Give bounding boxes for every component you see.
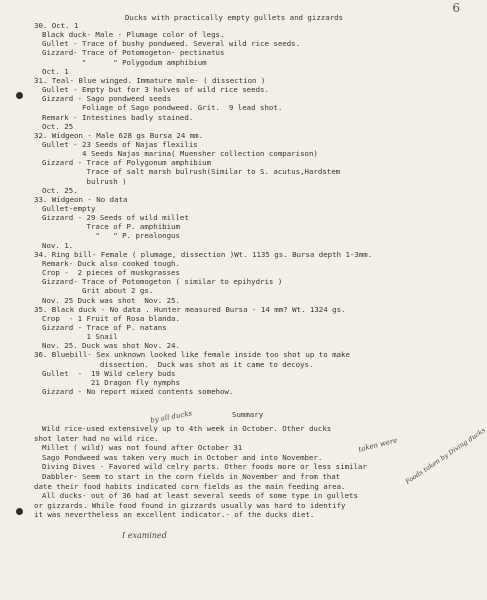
text-line: Diving Dives - Favored wild celry parts. Other foods more or less similar (42, 462, 367, 472)
text-line: Nov. 1. (42, 240, 74, 250)
text-line: 21 Dragon fly nymphs (42, 377, 180, 387)
text-line: All ducks- out of 36 had at least several seeds of some type in gullets (42, 491, 358, 501)
text-line: " " P. prealongus (42, 231, 180, 241)
text-line: Wild rice-used extensively up to 4th week in October. Other ducks (42, 424, 332, 433)
text-line: Dabbler- Seem to start in the corn fields in November and from that (42, 472, 341, 481)
text-line: Crop - 2 pieces of muskgrasses (42, 268, 180, 278)
page-number: 6 (452, 1, 460, 15)
text-line: Gullet-empty (42, 204, 96, 213)
text-line: Gizzard - 29 Seeds of wild millet (42, 213, 189, 223)
text-line: Gizzard - Trace of Polygonum amphibium (42, 158, 212, 168)
text-line: Gullet - 19 Wild celery buds (42, 368, 176, 378)
binder-hole (16, 92, 23, 99)
text-line: Millet ( wild) was not found after October 31 (42, 443, 243, 453)
binder-hole (16, 508, 23, 515)
handwritten-note-i-examined: I examined (122, 531, 167, 540)
text-line: Grit about 2 gs. (42, 286, 154, 296)
text-line: 35. Black duck - No data . Hunter measured Bursa - 14 mm? Wt. 1324 gs. (34, 304, 346, 314)
text-line: Gizzard- Trace of Potomogeton ( similar to epihydris ) (42, 277, 283, 287)
text-line: Gullet - Trace of bushy pondweed. Several wild rice seeds. (42, 39, 301, 49)
text-line: Trace of salt marsh bulrush(Similar to S. acutus,Hardstem (42, 167, 341, 177)
text-line: 32. Widgeon - Male 628 gs Bursa 24 mm. (34, 130, 204, 140)
text-line: Black duck- Male - Plumage color of legs. (42, 30, 225, 40)
summary-title: Summary (232, 410, 264, 419)
text-line: Remark- Duck also cooked tough. (42, 258, 180, 268)
text-line: Foliage of Sago pondweed. Grit. 9 lead shot. (42, 103, 283, 113)
text-line: Nov. 25 Duck was shot Nov. 25. (42, 295, 180, 305)
text-line: Oct. 25 (42, 121, 74, 131)
text-line: 36. Bluebill- Sex unknown looked like female inside too shot up to make (34, 350, 350, 360)
text-line: Remark - Intestines badly stained. (42, 112, 194, 122)
text-line: Sago Pondweed was taken very much in October and into November. (42, 452, 323, 462)
text-line: shot later had no wild rice. (34, 433, 159, 443)
text-line: Nov. 25. Duck was shot Nov. 24. (42, 341, 180, 351)
text-line: Gullet - Empty but for 3 halves of wild rice seeds. (42, 85, 269, 95)
text-line: Gizzard- Trace of Potomogeton- pectinatus (42, 48, 225, 58)
text-line: it was nevertheless an excellent indicator.- of the ducks diet. (34, 510, 315, 520)
text-line: Gizzard - No report mixed contents somehow. (42, 387, 234, 396)
text-line: dissection. Duck was shot as it came to decoys. (42, 359, 314, 369)
text-line: Gullet - 23 Seeds of Najas flexilis (42, 139, 198, 149)
page-title: Ducks with practically empty gullets and gizzards (124, 13, 344, 22)
text-line: date their food habits indicated corn fields as the main feeding area. (34, 481, 346, 491)
text-line: Trace of P. amphibium (42, 222, 180, 232)
text-line: 1 Snail (42, 332, 118, 342)
handwritten-note-by-all-ducks: by all ducks (149, 409, 193, 425)
text-line: 4 Seeds Najas marina( Muensher collection comparison) (42, 149, 318, 159)
text-line: Crop - 1 Fruit of Rosa blanda. (42, 313, 180, 323)
text-line: 34. Ring bill- Female ( plumage, dissection )Wt. 1135 gs. Bursa depth 1-3mm. (34, 249, 373, 259)
text-line: Oct. 1 (42, 66, 69, 76)
text-line: or gizzards. While food found in gizzards usually was hard to identify (34, 500, 346, 510)
handwritten-note-taken-were: taken were (357, 436, 399, 454)
text-line: Oct. 25. (42, 185, 78, 195)
text-line: 33. Widgeon - No data (34, 194, 128, 204)
handwritten-note-foods-taken: Foods taken by Diving ducks (403, 426, 487, 486)
text-line: Gizzard - Trace of P. natans (42, 322, 167, 332)
text-line: Gizzard - Sago pondweed seeds (42, 94, 172, 104)
text-line: 30. Oct. 1 (34, 21, 79, 30)
text-line: 31. Teal- Blue winged. Immature male- ( dissection ) (34, 75, 266, 85)
text-line: " " Polygodum amphibium (42, 57, 207, 67)
text-line: bulrush ) (42, 176, 127, 186)
